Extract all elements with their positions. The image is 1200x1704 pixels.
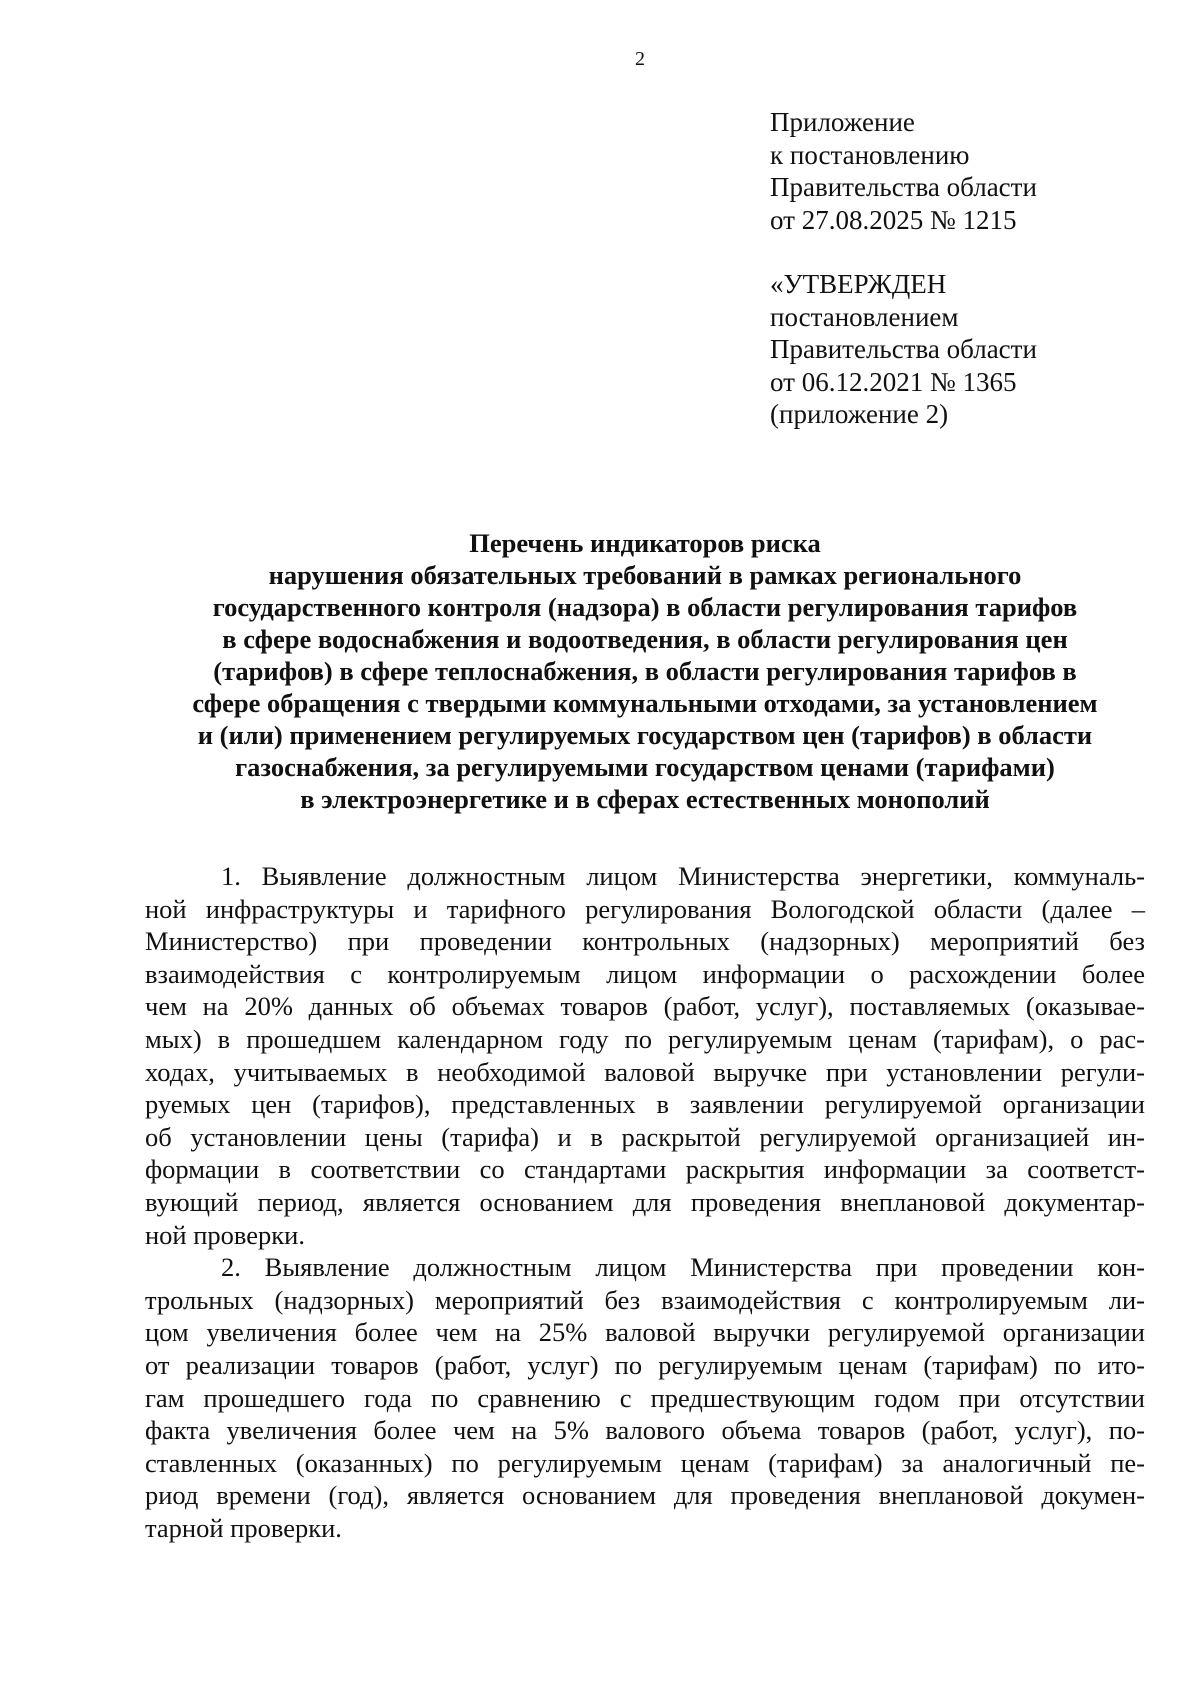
title-line: и (или) применением регулируемых государством цен (тарифов) в области xyxy=(197,720,1093,750)
title-line: Перечень индикаторов риска xyxy=(469,528,821,558)
annex-line: от 27.08.2025 № 1215 xyxy=(770,204,1017,235)
document-body xyxy=(145,860,1145,1544)
paragraph-line: гам прошедшего года по сравнению с предшествующим годом при отсутствии xyxy=(145,1382,1145,1413)
paragraph-line: руемых цен (тарифов), представленных в заявлении регулируемой организации xyxy=(145,1089,1145,1120)
approved-line: постановлением xyxy=(770,301,959,332)
paragraph-line: цом увеличения более чем на 25% валовой выручки регулируемой организации xyxy=(145,1317,1145,1348)
approved-block xyxy=(770,268,1190,431)
page-number: 2 xyxy=(635,48,645,70)
paragraph-line: факта увеличения более чем на 5% валового объема товаров (работ, услуг), по- xyxy=(145,1415,1145,1446)
paragraph-line: тарной проверки. xyxy=(145,1512,342,1543)
paragraph-line: формации в соответствии со стандартами раскрытия информации за соответст- xyxy=(145,1154,1145,1185)
paragraph-line: об установлении цены (тарифа) и в раскрытой регулируемой организацией ин- xyxy=(145,1121,1145,1152)
paragraph-line: ной проверки. xyxy=(145,1219,305,1250)
approved-line: (приложение 2) xyxy=(770,399,949,429)
title-line: нарушения обязательных требований в рамках регионального xyxy=(268,560,1022,590)
annex-line: Приложение xyxy=(770,107,915,137)
title-line: государственного контроля (надзора) в области регулирования тарифов xyxy=(212,592,1078,622)
title-line: сфере обращения с твердыми коммунальными отходами, за установлением xyxy=(192,688,1098,718)
paragraph-line: от реализации товаров (работ, услуг) по регулируемым ценам (тарифам) по ито- xyxy=(145,1349,1145,1380)
document-title xyxy=(120,527,1170,815)
title-line: (тарифов) в сфере теплоснабжения, в области регулирования тарифов в xyxy=(213,656,1077,686)
annex-line: Правительства области xyxy=(770,172,1037,202)
title-line: в электроэнергетике и в сферах естественных монополий xyxy=(300,784,990,814)
paragraph-1 xyxy=(145,860,1145,1251)
approved-line: Правительства области xyxy=(770,334,1037,364)
paragraph-line: вующий период, является основанием для проведения внеплановой документар- xyxy=(145,1186,1145,1217)
paragraph-line: 2. Выявление должностным лицом Министерства при проведении кон- xyxy=(221,1252,1145,1283)
approved-line: «УТВЕРЖДЕН xyxy=(770,269,947,299)
annex-line: к постановлению xyxy=(770,139,970,170)
paragraph-line: взаимодействия с контролируемым лицом информации о расхождении более xyxy=(145,958,1145,989)
title-line: газоснабжения, за регулируемыми государством ценами (тарифами) xyxy=(235,752,1055,782)
title-line: в сфере водоснабжения и водоотведения, в области регулирования цен xyxy=(222,624,1068,654)
paragraph-2 xyxy=(145,1251,1145,1544)
annex-block xyxy=(770,106,1190,236)
paragraph-line: ходах, учитываемых в необходимой валовой выручке при установлении регули- xyxy=(145,1056,1145,1087)
paragraph-line: 1. Выявление должностным лицом Министерства энергетики, коммуналь- xyxy=(221,861,1145,891)
paragraph-line: трольных (надзорных) мероприятий без взаимодействия с контролируемым ли- xyxy=(145,1284,1145,1315)
approved-line: от 06.12.2021 № 1365 xyxy=(770,366,1017,397)
paragraph-line: мых) в прошедшем календарном году по регулируемым ценам (тарифам), о рас- xyxy=(145,1023,1145,1054)
paragraph-line: ставленных (оказанных) по регулируемым ценам (тарифам) за аналогичный пе- xyxy=(145,1447,1145,1478)
paragraph-line: чем на 20% данных об объемах товаров (работ, услуг), поставляемых (оказывае- xyxy=(145,991,1145,1022)
paragraph-line: Министерство) при проведении контрольных (надзорных) мероприятий без xyxy=(145,926,1145,957)
paragraph-line: ной инфраструктуры и тарифного регулирования Вологодской области (далее – xyxy=(145,893,1145,924)
paragraph-line: риод времени (год), является основанием для проведения внеплановой докумен- xyxy=(145,1480,1145,1511)
